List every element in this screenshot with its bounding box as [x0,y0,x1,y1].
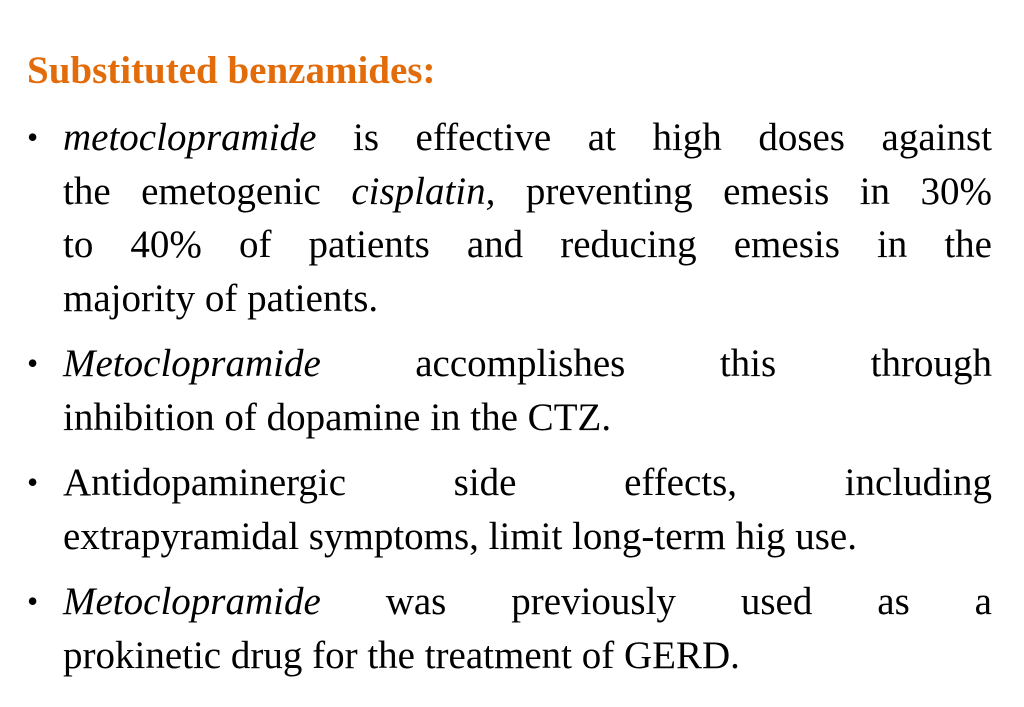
bullet-dot-icon: • [27,583,39,619]
bullet-item [27,456,992,563]
text-run: to 40% of patients and reducing emesis in the [63,223,992,266]
text-run: extrapyramidal symptoms, limit long-term hig use. [63,514,857,558]
text-run: inhibition of dopamine in the CTZ. [63,395,612,439]
bullet-line [63,575,992,629]
bullet-line [63,111,992,165]
text-run: Antidopaminergic side effects, including [63,461,992,504]
bullet-line [63,391,992,445]
bullet-dot-icon: • [27,345,39,381]
bullet-line [63,272,992,326]
italic-term: metoclopramide [63,116,317,159]
bullet-line [63,337,992,391]
bullet-dot-icon: • [27,119,39,155]
slide-heading: Substituted benzamides: [27,49,436,92]
bullet-list [27,111,992,682]
bullet-item [27,575,992,682]
bullet-line [63,165,992,219]
text-run: majority of patients. [63,276,379,320]
bullet-line [63,510,992,564]
bullet-item [27,111,992,325]
bullet-line [63,456,992,510]
italic-term: Metoclopramide [63,580,321,623]
bullet-dot-icon: • [27,464,39,500]
italic-term: Metoclopramide [63,342,321,385]
bullet-item [27,337,992,444]
bullet-line [63,218,992,272]
text-run: preventing emesis in 30% [495,169,992,213]
text-run: is effective at high doses against [316,116,992,159]
italic-term: cisplatin, [351,169,496,213]
bullet-line [63,629,992,683]
text-run: was previously used as a [320,580,992,623]
text-run: accomplishes this through [320,342,992,385]
text-run: the emetogenic [63,169,352,213]
text-run: prokinetic drug for the treatment of GERD. [63,633,740,677]
